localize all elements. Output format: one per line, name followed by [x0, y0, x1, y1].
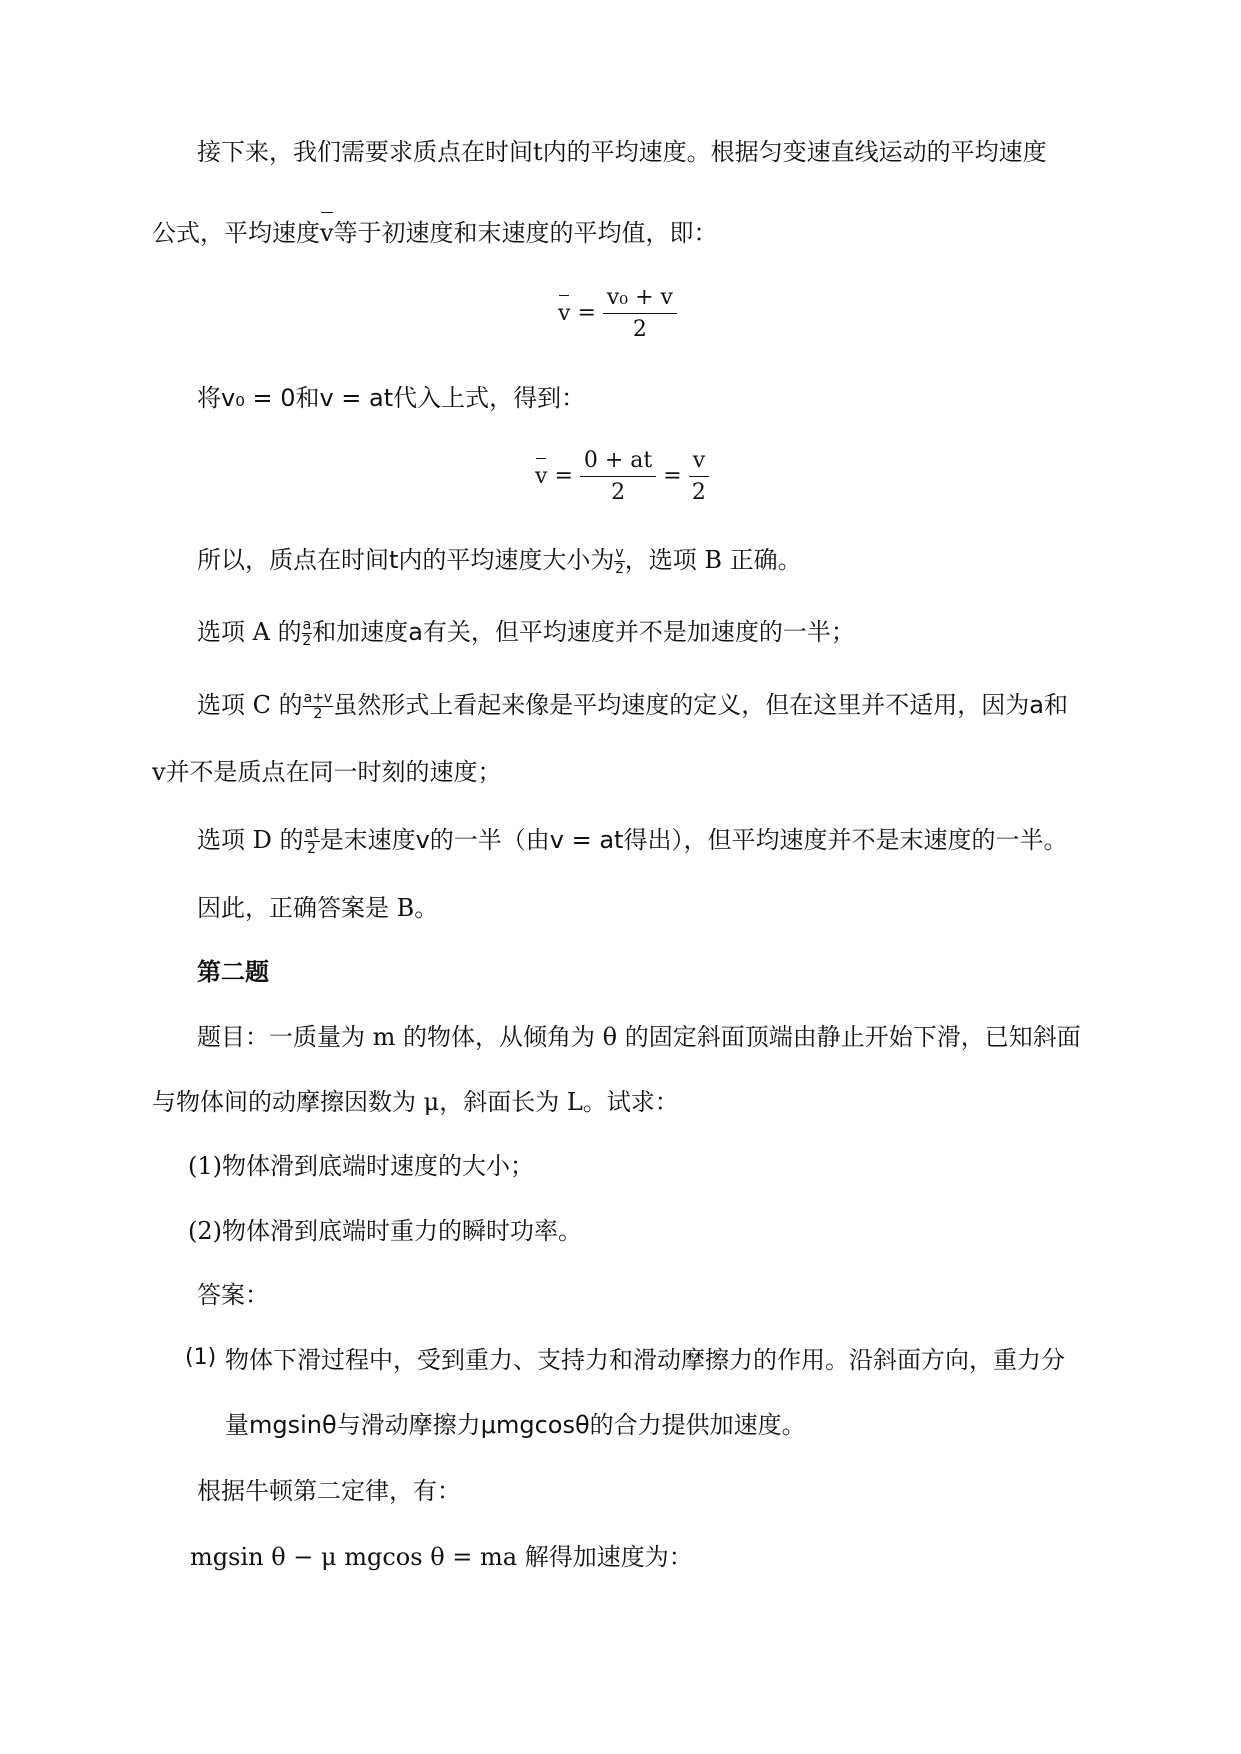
eq3-text: 解得加速度为：	[517, 1543, 693, 1571]
equation-newton	[190, 1542, 693, 1572]
optd-fraction	[304, 826, 320, 857]
eq2-fraction-2	[689, 448, 709, 505]
eq3-expression: mgsin θ − μ mgcos θ = ma	[190, 1543, 518, 1571]
conclusion-line	[197, 545, 802, 577]
eq1-lhs: v	[558, 300, 571, 326]
para1-line1: 接下来，我们需要求质点在时间t内的平均速度。根据匀变速直线运动的平均速度	[197, 138, 1047, 166]
substitution-line	[197, 383, 585, 413]
optd-v-at: v = at	[549, 826, 624, 854]
optd-den: 2	[307, 841, 316, 857]
optc-text-3: 和	[1043, 691, 1068, 719]
sub-v0: v₀ = 0	[221, 384, 296, 412]
optd-text-4: 得出），但平均速度并不是末速度的一半。	[623, 826, 1068, 854]
equation-average-velocity	[558, 285, 677, 342]
concl-den: 2	[615, 561, 625, 577]
concl-num: v	[615, 545, 624, 561]
sub-v-at: v = at	[319, 384, 394, 412]
newton-line: 根据牛顿第二定律，有：	[197, 1477, 461, 1505]
q2-item2: (2)物体滑到底端时重力的瞬时功率。	[188, 1217, 582, 1245]
optc-fraction	[303, 691, 334, 722]
opta-num: a	[302, 617, 312, 633]
opta-text-3: 有关，但平均速度并不是加速度的一半；	[422, 618, 855, 646]
optd-text-1: 选项 D 的	[197, 826, 304, 854]
q2-item1: (1)物体滑到底端时速度的大小；	[188, 1152, 534, 1180]
concl-t: t	[389, 546, 399, 574]
eq2-denominator-1: 2	[611, 480, 626, 505]
eq1-equals: =	[577, 300, 596, 326]
para1-line2-start: 公式，平均速度	[152, 219, 320, 247]
v-bar-symbol: v	[320, 219, 334, 247]
opta-den: 2	[302, 633, 312, 649]
concl-fraction	[614, 546, 624, 577]
optd-v: v	[415, 826, 430, 854]
sol-text-3: 的合力提供加速度。	[589, 1411, 806, 1439]
option-a-line	[197, 617, 855, 649]
optc-text-2: 虽然形式上看起来像是平均速度的定义，但在这里并不适用，因为	[333, 691, 1030, 719]
opta-text-1: 选项 A 的	[197, 618, 302, 646]
answer-line: 因此，正确答案是 B。	[197, 894, 439, 922]
eq1-numerator: v₀ + v	[603, 285, 677, 314]
optc-a: a	[1029, 691, 1044, 719]
solution-line2	[225, 1410, 806, 1440]
eq2-fraction-1	[580, 448, 656, 505]
equation-substituted	[535, 448, 709, 505]
sol-text-1: 量	[225, 1411, 249, 1439]
sol-mgsin: mgsinθ	[249, 1411, 337, 1439]
sub-text-2: 和	[295, 384, 320, 412]
option-c-line2: v并不是质点在同一时刻的速度；	[152, 758, 502, 786]
optd-num: at	[304, 825, 319, 841]
eq2-equals-1: =	[554, 463, 573, 489]
eq2-numerator-2: v	[689, 448, 709, 477]
eq1-denominator: 2	[632, 317, 647, 342]
para1-line2-end: 等于初速度和末速度的平均值，即：	[333, 219, 718, 247]
sub-text-1: 将	[197, 384, 221, 412]
opta-fraction	[302, 618, 313, 649]
option-d-line	[197, 825, 1067, 857]
optc-text-1: 选项 C 的	[197, 691, 303, 719]
q2-line2: 与物体间的动摩擦因数为 μ，斜面长为 L。试求：	[152, 1088, 679, 1116]
eq1-fraction	[603, 285, 677, 342]
question-2-title: 第二题	[197, 958, 269, 986]
concl-text-3: ，选项 B 正确。	[624, 546, 802, 574]
sol-mumgcos: μmgcosθ	[480, 1411, 590, 1439]
optd-text-2: 是末速度	[319, 826, 416, 854]
optc-num: a+v	[303, 690, 333, 706]
sol-text-2: 与滑动摩擦力	[336, 1411, 481, 1439]
solution-line1: 物体下滑过程中，受到重力、支持力和滑动摩擦力的作用。沿斜面方向，重力分	[225, 1346, 1065, 1374]
concl-text-1: 所以，质点在时间	[197, 546, 389, 574]
solution-number: (1)	[185, 1345, 217, 1370]
answer-label: 答案：	[197, 1281, 269, 1309]
q2-line1: 题目：一质量为 m 的物体，从倾角为 θ 的固定斜面顶端由静止开始下滑，已知斜面	[197, 1023, 1081, 1051]
eq2-denominator-2: 2	[691, 480, 706, 505]
eq2-equals-2: =	[663, 463, 682, 489]
concl-text-2: 内的平均速度大小为	[398, 546, 615, 574]
eq2-lhs: v	[535, 463, 548, 489]
eq2-numerator-1: 0 + at	[580, 448, 656, 477]
optc-den: 2	[313, 706, 323, 722]
opta-a: a	[408, 618, 423, 646]
optd-text-3: 的一半（由	[429, 826, 550, 854]
sub-text-3: 代入上式，得到：	[393, 384, 586, 412]
option-c-line1	[197, 690, 1068, 722]
para1-line2	[152, 218, 718, 248]
opta-text-2: 和加速度	[312, 618, 409, 646]
